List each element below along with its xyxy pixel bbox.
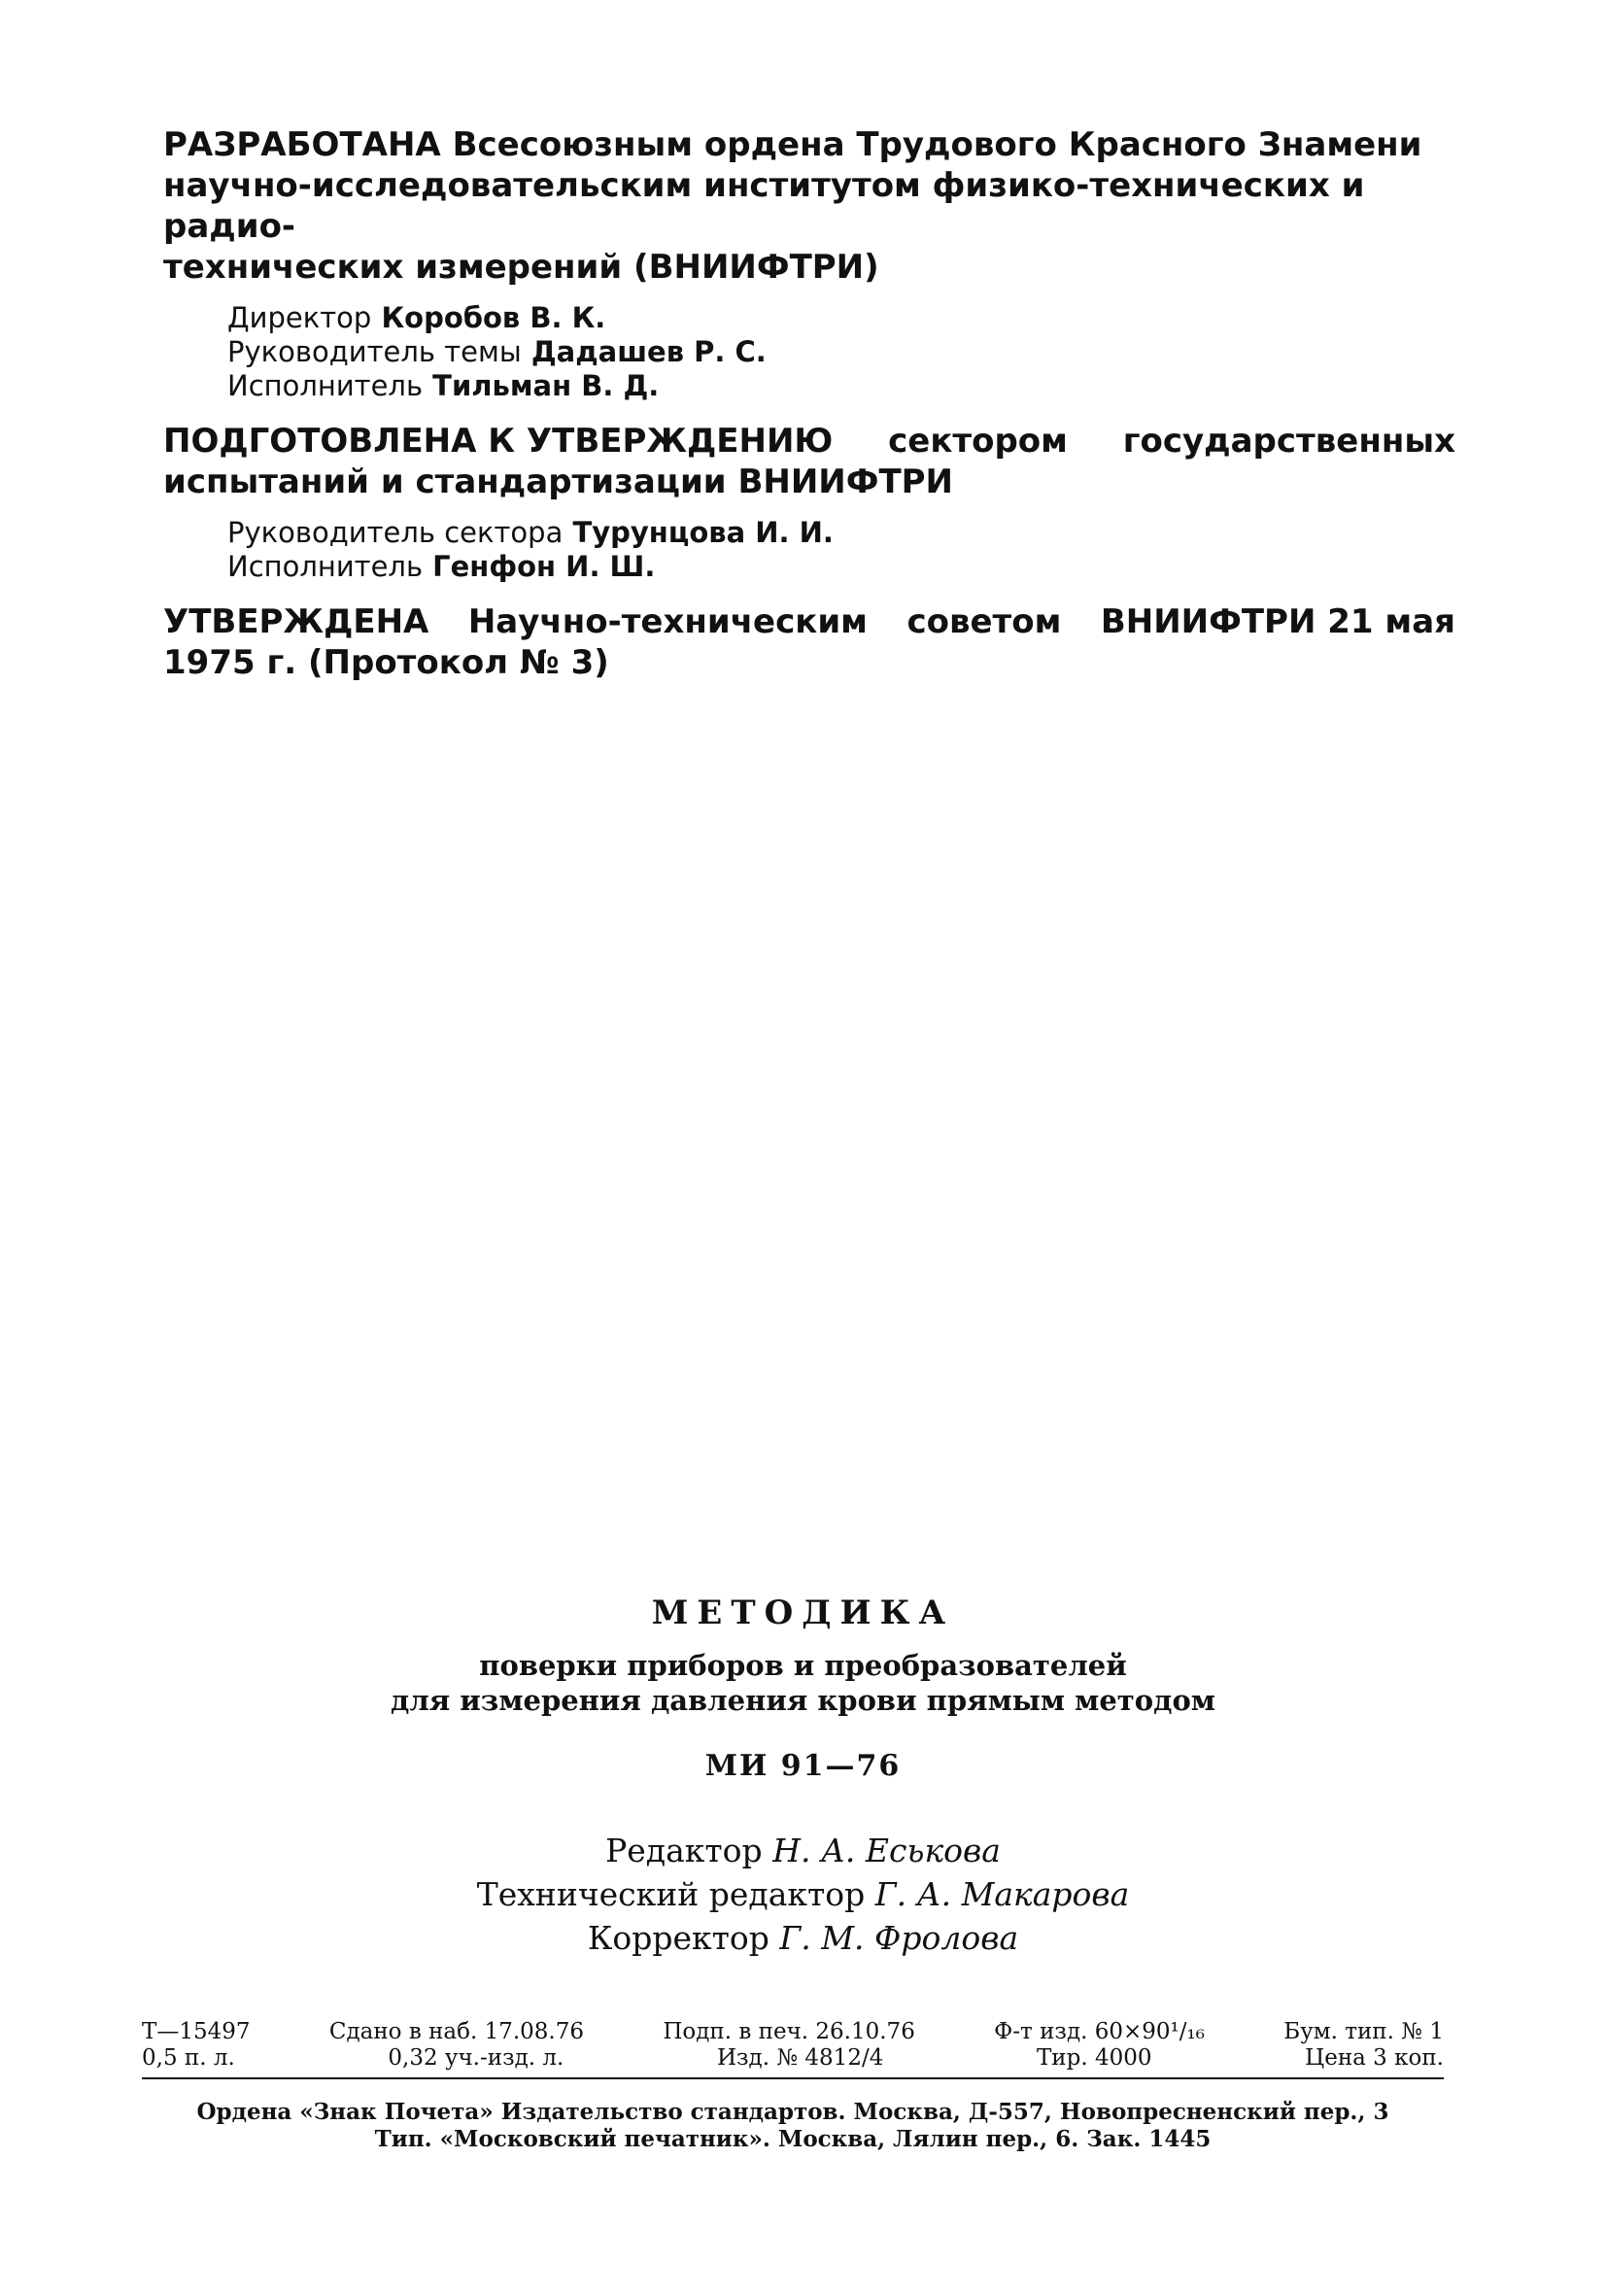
person-row: Руководитель сектора Турунцова И. И. [227,516,834,549]
approved-word-1: УТВЕРЖДЕНА [163,602,429,641]
approved-line-2: 1975 г. (Протокол № 3) [163,643,609,682]
developed-text-2: научно-исследовательским институтом физико-технических и радио- [163,166,1365,246]
staff-row: Редактор Н. А. Еськова [605,1832,1001,1869]
person-row: Директор Коробов В. К. [227,301,606,334]
prepared-word-2: государственных [1122,422,1455,461]
prepared-people [227,516,1455,584]
developed-lead: РАЗРАБОТАНА [163,125,441,164]
prepared-line-2: испытаний и стандартизации ВНИИФТРИ [163,463,954,501]
method-code: МИ 91—76 [704,1749,902,1783]
imprint [142,2019,1444,2072]
imprint-row-1: Т—15497 Сдано в наб. 17.08.76 Подп. в печ. 26.10.76 Ф-т изд. 60×90¹/₁₆ Бум. тип. № 1 [142,2019,1444,2044]
approved-word-4: ВНИИФТРИ 21 мая [1100,602,1455,641]
approved-word-2: Научно-техническим [467,602,868,641]
footer-line-2: Тип. «Московский печатник». Москва, Лялин пер., 6. Зак. 1445 [374,2126,1212,2152]
staff-row: Корректор Г. М. Фролова [587,1919,1019,1957]
person-row: Исполнитель Тильман В. Д. [227,369,660,402]
staff-list [0,1829,1606,1960]
method-subtitle-line-2: для измерения давления крови прямым методом [391,1684,1215,1717]
staff-row: Технический редактор Г. А. Макарова [476,1875,1130,1913]
prepared-block [163,421,1455,502]
method-subtitle-line-1: поверки приборов и преобразователей [479,1649,1127,1682]
prepared-word-1: сектором [888,422,1068,461]
developed-line-3: технических измерений (ВНИИФТРИ) [163,248,879,287]
approval-section [163,124,1455,683]
person-row: Исполнитель Генфон И. Ш. [227,550,656,583]
approved-word-3: советом [906,602,1062,641]
prepared-lead: ПОДГОТОВЛЕНА К УТВЕРЖДЕНИЮ [163,422,834,461]
imprint-row-2: 0,5 п. л. 0,32 уч.-изд. л. Изд. № 4812/4 Тир. 4000 Цена 3 коп. [142,2045,1444,2071]
developed-block [163,124,1455,288]
person-row: Руководитель темы Дадашев Р. С. [227,335,767,368]
imprint-divider [142,2077,1444,2079]
developed-line-2 [163,165,1455,247]
method-subtitle [0,1648,1606,1718]
approved-block [163,601,1455,683]
developed-text-1: Всесоюзным ордена Трудового Красного Знамени [452,125,1422,164]
publisher-footer [142,2099,1444,2153]
footer-line-1: Ордена «Знак Почета» Издательство стандартов. Москва, Д-557, Новопресненский пер., 3 [196,2099,1389,2125]
method-title: МЕТОДИКА [651,1593,955,1632]
approved-line-1 [163,601,1455,642]
developed-line-1 [163,124,1455,165]
developed-people [227,301,1455,403]
prepared-line-1 [163,421,1455,462]
